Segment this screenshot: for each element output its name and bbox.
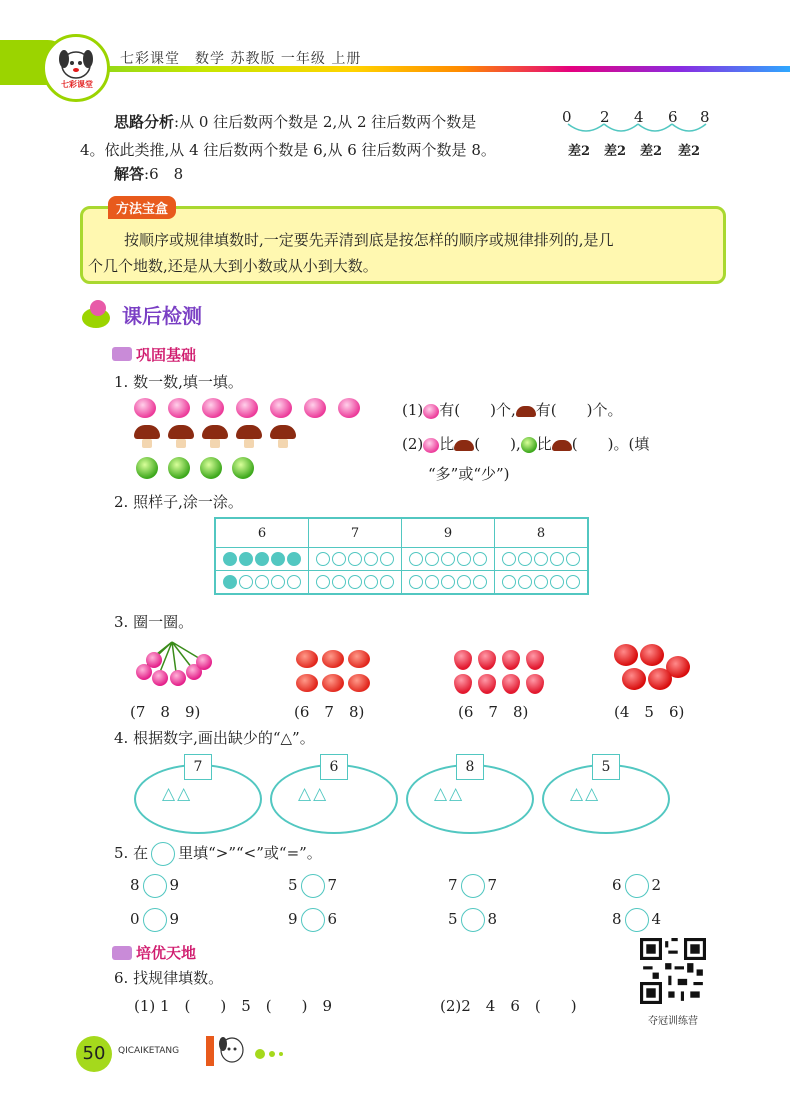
mushroom-stem bbox=[176, 439, 186, 448]
answer-line bbox=[114, 164, 183, 184]
peach-icon bbox=[202, 398, 224, 418]
strawberry-icon bbox=[454, 674, 472, 694]
table-header-cell: 7 bbox=[309, 518, 402, 548]
compare-left: 5 bbox=[288, 876, 298, 894]
compare-item bbox=[288, 908, 337, 932]
eraser-icon bbox=[112, 347, 132, 361]
number-line-diff: 差2 bbox=[640, 144, 663, 159]
mushroom-icon bbox=[454, 440, 474, 451]
section-title: 课后检测 bbox=[122, 304, 202, 328]
mushroom-icon bbox=[516, 406, 536, 417]
compare-item bbox=[130, 908, 179, 932]
q1-row-1 bbox=[402, 400, 622, 420]
red-apple-icon bbox=[640, 644, 664, 666]
red-apple-group bbox=[614, 644, 694, 694]
page-header-title: 七彩课堂 数学 苏教版 一年级 上册 bbox=[120, 51, 362, 67]
compare-circle[interactable] bbox=[301, 874, 325, 898]
dot-cell[interactable] bbox=[495, 548, 589, 571]
table-header-cell: 8 bbox=[495, 518, 589, 548]
qr-code-icon[interactable] bbox=[640, 938, 706, 1004]
number-line-diagram bbox=[558, 108, 728, 164]
compare-left: 0 bbox=[130, 910, 140, 928]
answer-text: :6 8 bbox=[144, 165, 184, 183]
peach-icon bbox=[168, 398, 190, 418]
q1-row2-b: 比 bbox=[439, 435, 455, 453]
peach-icon bbox=[304, 398, 326, 418]
strawberry-icon bbox=[478, 650, 496, 670]
compare-item bbox=[130, 874, 179, 898]
q3-title: 3. 圈一圈。 bbox=[114, 613, 194, 631]
green-apple-icon bbox=[168, 457, 190, 479]
oval-number: 7 bbox=[184, 754, 212, 780]
table-row bbox=[215, 548, 588, 571]
cherry-group bbox=[132, 640, 212, 694]
peach-icon bbox=[423, 438, 439, 453]
compare-left: 6 bbox=[612, 876, 622, 894]
dot-cell[interactable] bbox=[402, 571, 495, 595]
compare-left: 5 bbox=[448, 910, 458, 928]
peach-row bbox=[134, 396, 374, 422]
oval-number: 6 bbox=[320, 754, 348, 780]
table-header-cell: 9 bbox=[402, 518, 495, 548]
compare-right: 9 bbox=[169, 876, 180, 894]
coloring-table bbox=[214, 517, 589, 595]
number-line-value: 4 bbox=[634, 108, 644, 126]
strawberry-group bbox=[454, 650, 554, 696]
analysis-line-1 bbox=[114, 112, 476, 132]
dot-cell[interactable] bbox=[495, 571, 589, 595]
mushroom-row bbox=[134, 425, 314, 451]
compare-circle[interactable] bbox=[625, 874, 649, 898]
mushroom-icon bbox=[236, 425, 262, 448]
strawberry-icon bbox=[526, 650, 544, 670]
red-apple-icon bbox=[614, 644, 638, 666]
q1-row-2 bbox=[402, 434, 649, 454]
q1-row1-c: 有( )个。 bbox=[535, 401, 623, 419]
mushroom-cap bbox=[168, 425, 194, 439]
mushroom-icon bbox=[168, 425, 194, 448]
q1-row2-c: ( ), bbox=[474, 435, 521, 453]
q5-title-a: 5. 在 bbox=[114, 844, 149, 862]
green-apple-icon bbox=[136, 457, 158, 479]
compare-circle[interactable] bbox=[625, 908, 649, 932]
tomato-icon bbox=[322, 650, 344, 668]
cherry-icon bbox=[170, 670, 186, 686]
advanced-title: 培优天地 bbox=[136, 944, 197, 962]
mushroom-icon bbox=[552, 440, 572, 451]
method-text-1: 按顺序或规律填数时,一定要先弄清到底是按怎样的顺序或规律排列的,是几 bbox=[124, 231, 614, 249]
tomato-group bbox=[296, 650, 376, 696]
mushroom-stem bbox=[142, 439, 152, 448]
number-line-arcs bbox=[558, 120, 718, 136]
q3-option: (6 7 8) bbox=[294, 703, 365, 721]
compare-right: 7 bbox=[327, 876, 338, 894]
answer-label: 解答 bbox=[114, 165, 145, 183]
q5-title-b: 里填“>”“<”或“=”。 bbox=[178, 844, 322, 862]
table-header-row bbox=[215, 518, 588, 548]
peach-icon bbox=[270, 398, 292, 418]
analysis-label: 思路分析 bbox=[114, 113, 175, 131]
q1-row-3: “多”或“少”) bbox=[428, 465, 510, 483]
cherry-icon bbox=[196, 654, 212, 670]
compare-left: 7 bbox=[448, 876, 458, 894]
green-apple-icon bbox=[232, 457, 254, 479]
eraser-icon bbox=[112, 946, 132, 960]
mushroom-cap bbox=[270, 425, 296, 439]
tomato-icon bbox=[296, 674, 318, 692]
apple-row bbox=[136, 457, 276, 483]
mushroom-icon bbox=[270, 425, 296, 448]
strawberry-icon bbox=[478, 674, 496, 694]
footer-brand: QICAIKETANG bbox=[118, 1046, 180, 1056]
compare-right: 7 bbox=[487, 876, 498, 894]
q6-title: 6. 找规律填数。 bbox=[114, 969, 224, 987]
dot-cell[interactable] bbox=[309, 548, 402, 571]
strawberry-icon bbox=[526, 674, 544, 694]
dot-cell[interactable] bbox=[309, 571, 402, 595]
q1-row2-a: (2) bbox=[402, 435, 424, 453]
oval-number: 8 bbox=[456, 754, 484, 780]
oval-number: 5 bbox=[592, 754, 620, 780]
compare-item bbox=[448, 908, 497, 932]
number-line-diff: 差2 bbox=[568, 144, 591, 159]
tomato-icon bbox=[322, 674, 344, 692]
peach-icon bbox=[134, 398, 156, 418]
tomato-icon bbox=[296, 650, 318, 668]
q1-row1-a: (1) bbox=[402, 401, 424, 419]
strawberry-icon bbox=[502, 650, 520, 670]
q4-title: 4. 根据数字,画出缺少的“△”。 bbox=[114, 729, 315, 747]
number-line-value: 0 bbox=[562, 108, 572, 126]
mushroom-stem bbox=[278, 439, 288, 448]
compare-right: 4 bbox=[651, 910, 662, 928]
q2-title: 2. 照样子,涂一涂。 bbox=[114, 493, 243, 511]
compare-circle[interactable] bbox=[461, 908, 485, 932]
compare-circle[interactable] bbox=[143, 874, 167, 898]
compare-item bbox=[612, 874, 661, 898]
number-line-value: 6 bbox=[668, 108, 678, 126]
q1-row1-b: 有( )个, bbox=[439, 401, 516, 419]
mascot-logo bbox=[42, 34, 110, 102]
tomato-icon bbox=[348, 650, 370, 668]
dot-cell bbox=[215, 571, 309, 595]
dot-cell bbox=[215, 548, 309, 571]
mushroom-cap bbox=[236, 425, 262, 439]
mushroom-cap bbox=[134, 425, 160, 439]
dot-cell[interactable] bbox=[402, 548, 495, 571]
q5-title bbox=[114, 842, 322, 866]
table-header-cell: 6 bbox=[215, 518, 309, 548]
number-line-diff: 差2 bbox=[604, 144, 627, 159]
red-apple-icon bbox=[648, 668, 672, 690]
number-line-diff: 差2 bbox=[678, 144, 701, 159]
mushroom-icon bbox=[134, 425, 160, 448]
compare-right: 9 bbox=[169, 910, 180, 928]
green-apple-icon bbox=[200, 457, 222, 479]
compare-circle[interactable] bbox=[461, 874, 485, 898]
triangle-icons: △△ bbox=[434, 784, 465, 804]
q6-part-1: (1) 1 ( ) 5 ( ) 9 bbox=[134, 997, 333, 1015]
peach-icon bbox=[423, 404, 439, 419]
compare-left: 9 bbox=[288, 910, 298, 928]
triangle-icons: △△ bbox=[162, 784, 193, 804]
green-apple-icon bbox=[521, 437, 537, 453]
circle-blank-icon bbox=[151, 842, 175, 866]
compare-item bbox=[448, 874, 497, 898]
mushroom-cap bbox=[202, 425, 228, 439]
q6-part-2: (2)2 4 6 ( ) bbox=[440, 997, 577, 1015]
analysis-text-1: :从 0 往后数两个数是 2,从 2 往后数两个数是 bbox=[174, 113, 477, 131]
compare-circle[interactable] bbox=[301, 908, 325, 932]
q3-option: (4 5 6) bbox=[614, 703, 685, 721]
compare-item bbox=[612, 908, 661, 932]
tomato-icon bbox=[348, 674, 370, 692]
red-apple-icon bbox=[622, 668, 646, 690]
q1-row2-d: 比 bbox=[536, 435, 552, 453]
qr-caption: 夺冠训练营 bbox=[648, 1016, 698, 1027]
number-line-value: 8 bbox=[700, 108, 710, 126]
q1-title: 1. 数一数,填一填。 bbox=[114, 373, 243, 391]
compare-left: 8 bbox=[612, 910, 622, 928]
q3-option: (7 8 9) bbox=[130, 703, 201, 721]
triangle-icons: △△ bbox=[298, 784, 329, 804]
mushroom-icon bbox=[202, 425, 228, 448]
compare-right: 6 bbox=[327, 910, 338, 928]
compare-circle[interactable] bbox=[143, 908, 167, 932]
mushroom-stem bbox=[244, 439, 254, 448]
cherry-icon bbox=[152, 670, 168, 686]
compare-left: 8 bbox=[130, 876, 140, 894]
basics-title: 巩固基础 bbox=[136, 346, 197, 364]
peach-icon bbox=[236, 398, 258, 418]
triangle-icons: △△ bbox=[570, 784, 601, 804]
section-mascot-icon bbox=[76, 296, 116, 330]
table-row bbox=[215, 571, 588, 595]
strawberry-icon bbox=[502, 674, 520, 694]
mushroom-stem bbox=[210, 439, 220, 448]
footer-mascot-icon bbox=[204, 1030, 294, 1074]
method-tag: 方法宝盒 bbox=[108, 196, 176, 219]
mascot-label: 七彩课堂 bbox=[61, 80, 93, 89]
compare-item bbox=[288, 874, 337, 898]
method-text-2: 个几个地数,还是从大到小数或从小到大数。 bbox=[88, 257, 378, 275]
number-line-value: 2 bbox=[600, 108, 610, 126]
cherry-icon bbox=[146, 652, 162, 668]
q3-option: (6 7 8) bbox=[458, 703, 529, 721]
q1-row2-e: ( )。(填 bbox=[571, 435, 650, 453]
analysis-text-2: 4。依此类推,从 4 往后数两个数是 6,从 6 往后数两个数是 8。 bbox=[80, 141, 496, 159]
compare-right: 2 bbox=[651, 876, 662, 894]
peach-icon bbox=[338, 398, 360, 418]
compare-right: 8 bbox=[487, 910, 498, 928]
page-number: 50 bbox=[76, 1036, 112, 1072]
strawberry-icon bbox=[454, 650, 472, 670]
